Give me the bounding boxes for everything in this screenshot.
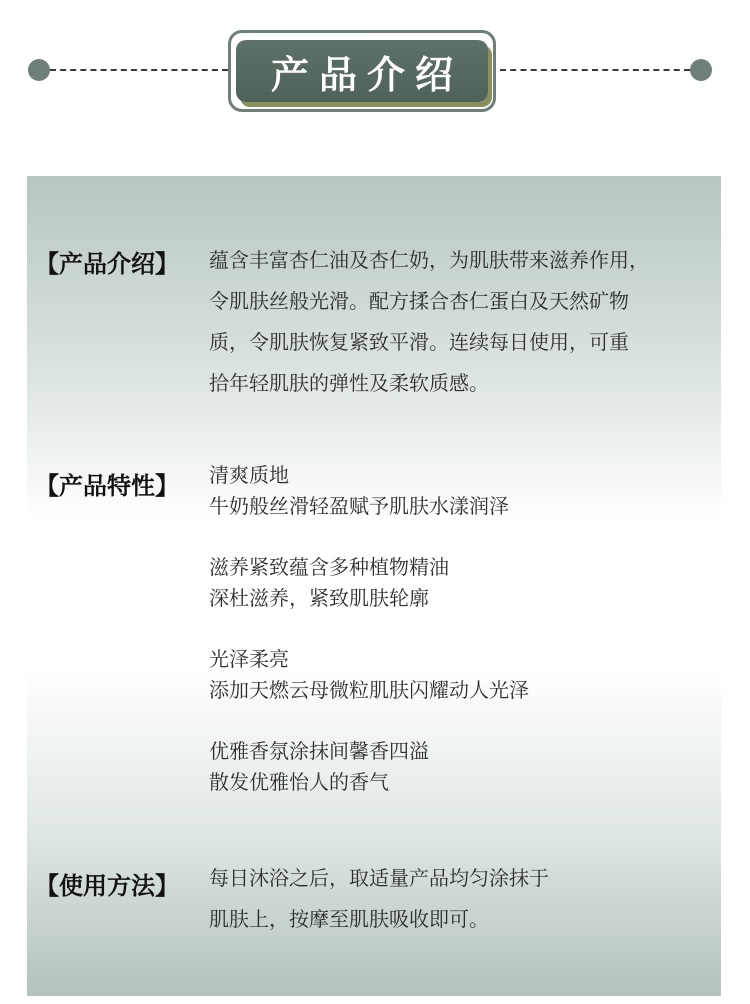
right-dashed-line	[500, 69, 690, 71]
page-title: 产品介绍	[270, 51, 463, 97]
intro-line: 拾年轻肌肤的弹性及柔软质感。	[209, 371, 489, 395]
usage-label: 【使用方法】	[35, 872, 179, 900]
feature-desc: 散发优雅怡人的香气	[209, 770, 389, 794]
intro-line: 蕴含丰富杏仁油及杏仁奶，为肌肤带来滋养作用，	[209, 248, 649, 272]
usage-line: 每日沐浴之后，取适量产品均匀涂抹于	[209, 866, 549, 890]
title-box	[236, 40, 488, 102]
usage-text	[209, 858, 714, 940]
feature-desc: 牛奶般丝滑轻盈赋予肌肤水漾润泽	[209, 494, 509, 518]
right-dot-ornament	[690, 59, 712, 81]
intro-text	[209, 240, 714, 404]
feature-item	[209, 460, 714, 522]
usage-line: 肌肤上，按摩至肌肤吸收即可。	[209, 907, 489, 931]
content-panel	[27, 176, 721, 996]
feature-item	[209, 644, 714, 706]
feature-item	[209, 552, 714, 614]
intro-line: 质，令肌肤恢复紧致平滑。连续每日使用，可重	[209, 330, 629, 354]
features-label: 【产品特性】	[35, 472, 179, 500]
features-list	[209, 460, 714, 828]
feature-title: 光泽柔亮	[209, 647, 289, 671]
feature-title: 优雅香氛涂抹间馨香四溢	[209, 739, 429, 763]
left-dot-ornament	[28, 59, 50, 81]
intro-label: 【产品介绍】	[35, 250, 179, 278]
left-dashed-line	[50, 69, 228, 71]
feature-item	[209, 736, 714, 798]
header-banner	[0, 0, 750, 130]
feature-title: 滋养紧致蕴含多种植物精油	[209, 555, 449, 579]
intro-line: 令肌肤丝般光滑。配方揉合杏仁蛋白及天然矿物	[209, 289, 629, 313]
feature-desc: 深杜滋养，紧致肌肤轮廓	[209, 586, 429, 610]
feature-title: 清爽质地	[209, 463, 289, 487]
feature-desc: 添加天燃云母微粒肌肤闪耀动人光泽	[209, 678, 529, 702]
